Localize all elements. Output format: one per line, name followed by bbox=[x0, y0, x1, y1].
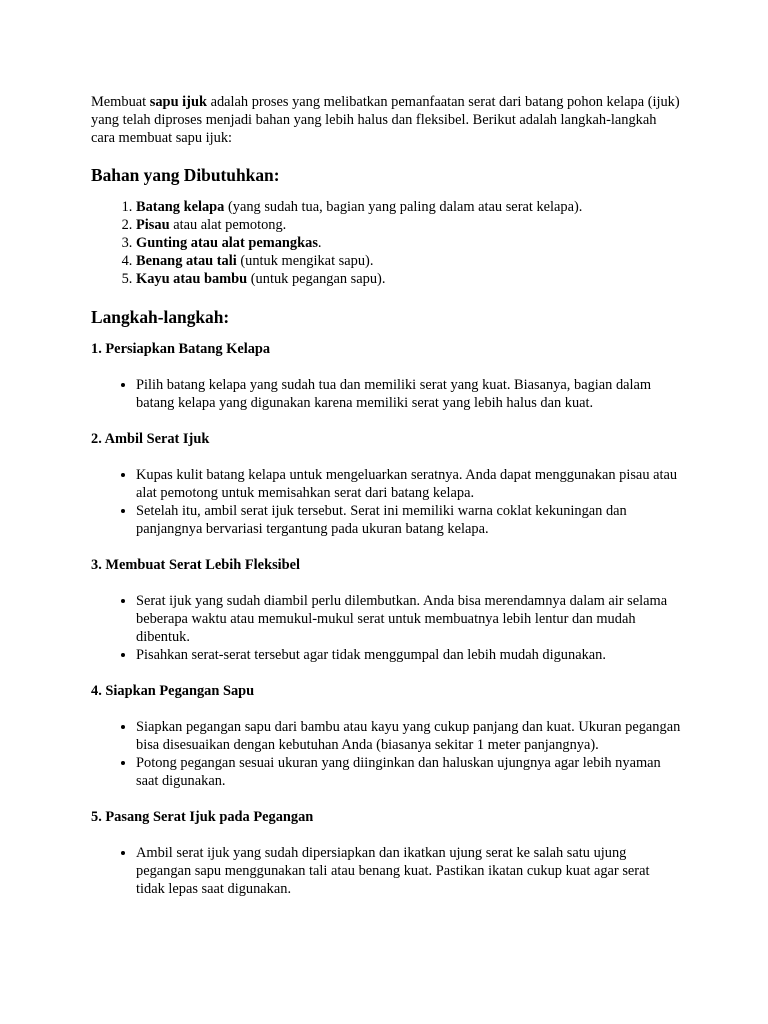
step-bullets bbox=[91, 466, 681, 538]
list-item: • Potong pegangan sesuai ukuran yang diinginkan dan haluskan ujungnya agar lebih nyaman saat digunakan. bbox=[136, 754, 681, 790]
step-title: 1. Persiapkan Batang Kelapa bbox=[91, 341, 271, 357]
step-title: 2. Ambil Serat Ijuk bbox=[91, 431, 210, 447]
document-page bbox=[91, 93, 681, 898]
step-bullets bbox=[91, 376, 681, 412]
material-name: Batang kelapa bbox=[136, 199, 225, 215]
material-note: (untuk mengikat sapu). bbox=[236, 253, 374, 269]
list-item bbox=[136, 234, 681, 252]
material-name: Pisau bbox=[136, 217, 170, 233]
step-section-1 bbox=[91, 340, 681, 412]
intro-suffix: adalah proses yang melibatkan pemanfaatan serat dari batang pohon kelapa (ijuk) yang telah diproses menjadi bahan yang lebih halus dan fleksibel. Berikut adalah langkah-langkah cara membuat sapu ijuk: bbox=[91, 94, 680, 146]
material-name: Kayu atau bambu bbox=[136, 271, 248, 287]
material-note: atau alat pemotong. bbox=[169, 217, 287, 233]
step-title: 4. Siapkan Pegangan Sapu bbox=[91, 683, 255, 699]
list-item: • Setelah itu, ambil serat ijuk tersebut. Serat ini memiliki warna coklat kekuningan dan panjangnya bervariasi tergantung pada ukuran batang kelapa. bbox=[136, 502, 681, 538]
step-title: 3. Membuat Serat Lebih Fleksibel bbox=[91, 557, 301, 573]
list-item: • Siapkan pegangan sapu dari bambu atau kayu yang cukup panjang dan kuat. Ukuran pegangan bisa disesuaikan dengan kebutuhan Anda (biasanya sekitar 1 meter panjangnya). bbox=[136, 718, 681, 754]
list-item: • Kupas kulit batang kelapa untuk mengeluarkan seratnya. Anda dapat menggunakan pisau atau alat pemotong untuk memisahkan serat dari batang kelapa. bbox=[136, 466, 681, 502]
step-section-2 bbox=[91, 430, 681, 538]
step-section-3 bbox=[91, 556, 681, 664]
list-item bbox=[136, 216, 681, 234]
list-item bbox=[136, 270, 681, 288]
materials-heading: Bahan yang Dibutuhkan: bbox=[91, 165, 280, 185]
list-item: • Pisahkan serat-serat tersebut agar tidak menggumpal dan lebih mudah digunakan. bbox=[136, 646, 681, 664]
step-bullets bbox=[91, 718, 681, 790]
list-item: • Serat ijuk yang sudah diambil perlu dilembutkan. Anda bisa merendamnya dalam air selama beberapa waktu atau memukul-mukul serat untuk membuatnya lebih lentur dan mudah dibentuk. bbox=[136, 592, 681, 646]
material-name: Gunting atau alat pemangkas bbox=[136, 235, 318, 251]
list-item bbox=[136, 252, 681, 270]
list-item: • Ambil serat ijuk yang sudah dipersiapkan dan ikatkan ujung serat ke salah satu ujung pegangan sapu menggunakan tali atau benang kuat. Pastikan ikatan cukup kuat agar serat tidak lepas saat digunakan. bbox=[136, 844, 681, 898]
step-bullets bbox=[91, 592, 681, 664]
step-title: 5. Pasang Serat Ijuk pada Pegangan bbox=[91, 809, 314, 825]
material-note: (untuk pegangan sapu). bbox=[247, 271, 386, 287]
list-item: • Pilih batang kelapa yang sudah tua dan memiliki serat yang kuat. Biasanya, bagian dalam batang kelapa yang digunakan karena memiliki serat yang lebih halus dan kuat. bbox=[136, 376, 681, 412]
intro-prefix: Membuat bbox=[91, 94, 150, 110]
step-bullets bbox=[91, 844, 681, 898]
step-section-4 bbox=[91, 682, 681, 790]
intro-paragraph bbox=[91, 93, 681, 147]
step-section-5 bbox=[91, 808, 681, 898]
intro-bold-term: sapu ijuk bbox=[149, 94, 207, 110]
materials-list bbox=[91, 198, 681, 288]
list-item bbox=[136, 198, 681, 216]
steps-heading: Langkah-langkah: bbox=[91, 307, 230, 327]
material-note: (yang sudah tua, bagian yang paling dalam atau serat kelapa). bbox=[224, 199, 583, 215]
material-note: . bbox=[317, 235, 322, 251]
material-name: Benang atau tali bbox=[136, 253, 237, 269]
